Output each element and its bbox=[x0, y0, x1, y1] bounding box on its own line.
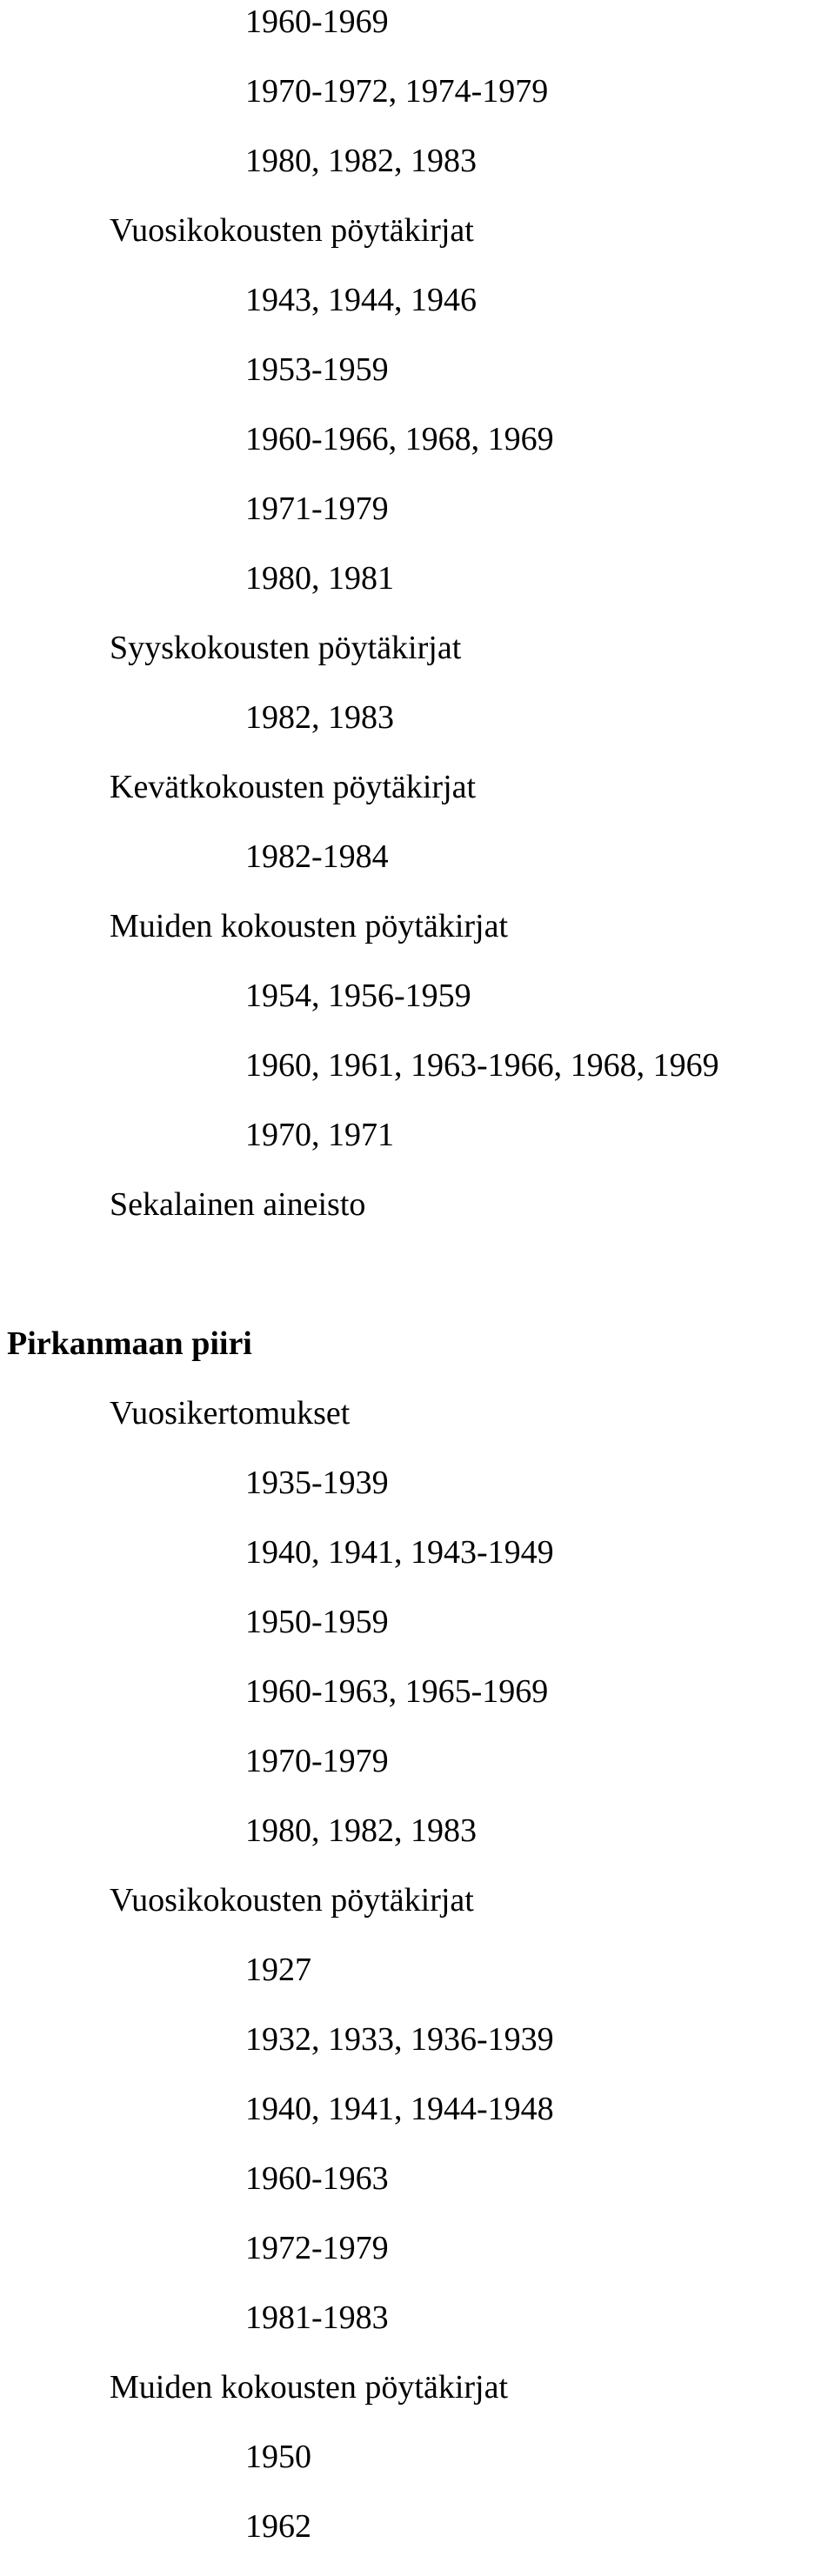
year-range: 1970, 1971 bbox=[245, 1117, 394, 1153]
year-range: 1953-1959 bbox=[245, 351, 389, 388]
subseries-heading: Sekalainen aineisto bbox=[110, 1186, 366, 1223]
year-range: 1962 bbox=[245, 2508, 311, 2545]
year-range: 1980, 1981 bbox=[245, 560, 394, 597]
year-range: 1940, 1941, 1944-1948 bbox=[245, 2091, 554, 2127]
series-heading: Pirkanmaan piiri bbox=[7, 1325, 252, 1362]
year-range: 1980, 1982, 1983 bbox=[245, 1812, 477, 1849]
year-range: 1932, 1933, 1936-1939 bbox=[245, 2021, 554, 2058]
year-range: 1950-1959 bbox=[245, 1604, 389, 1640]
year-range: 1981-1983 bbox=[245, 2299, 389, 2336]
year-range: 1982, 1983 bbox=[245, 699, 394, 736]
subseries-heading: Kevätkokousten pöytäkirjat bbox=[110, 769, 477, 805]
year-range: 1954, 1956-1959 bbox=[245, 978, 471, 1014]
year-range: 1960-1966, 1968, 1969 bbox=[245, 421, 554, 457]
subseries-heading: Vuosikertomukset bbox=[110, 1395, 351, 1431]
year-range: 1927 bbox=[245, 1952, 311, 1988]
year-range: 1980, 1982, 1983 bbox=[245, 143, 477, 179]
year-range: 1943, 1944, 1946 bbox=[245, 282, 477, 318]
year-range: 1972-1979 bbox=[245, 2230, 389, 2266]
year-range: 1935-1939 bbox=[245, 1465, 389, 1501]
year-range: 1970-1972, 1974-1979 bbox=[245, 73, 549, 110]
year-range: 1950 bbox=[245, 2439, 311, 2475]
year-range: 1960-1963, 1965-1969 bbox=[245, 1673, 549, 1710]
year-range: 1960-1969 bbox=[245, 3, 389, 40]
year-range: 1970-1979 bbox=[245, 1743, 389, 1779]
year-range: 1971-1979 bbox=[245, 491, 389, 527]
year-range: 1960-1963 bbox=[245, 2160, 389, 2197]
year-range: 1960, 1961, 1963-1966, 1968, 1969 bbox=[245, 1047, 719, 1084]
subseries-heading: Muiden kokousten pöytäkirjat bbox=[110, 908, 509, 944]
year-range: 1940, 1941, 1943-1949 bbox=[245, 1534, 554, 1571]
subseries-heading: Vuosikokousten pöytäkirjat bbox=[110, 212, 474, 249]
subseries-heading: Muiden kokousten pöytäkirjat bbox=[110, 2369, 509, 2406]
subseries-heading: Vuosikokousten pöytäkirjat bbox=[110, 1882, 474, 1919]
year-range: 1982-1984 bbox=[245, 838, 389, 875]
subseries-heading: Syyskokousten pöytäkirjat bbox=[110, 630, 462, 666]
